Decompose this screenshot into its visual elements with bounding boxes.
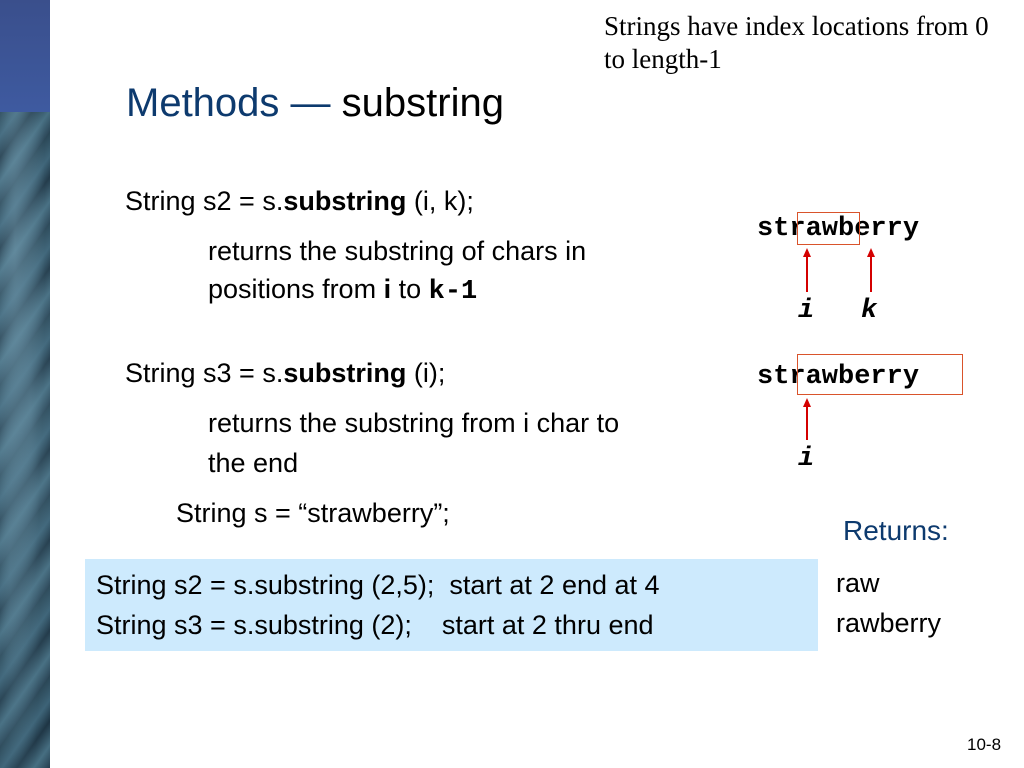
- diagram1-label-k: k: [861, 296, 878, 326]
- method1-desc-line2: [208, 272, 477, 309]
- method2-prefix: String s3 = s.: [125, 358, 284, 388]
- diagram1-post: berry: [838, 214, 920, 244]
- diagram1-label-i: i: [798, 296, 815, 326]
- title-part1: Methods —: [126, 81, 331, 125]
- index-note: Strings have index locations from 0 to length-1: [604, 11, 989, 74]
- decorative-sidebar: [0, 0, 50, 768]
- method1-desc-prefix: positions from: [208, 274, 384, 304]
- title-part2: substring: [341, 81, 504, 125]
- returns-value1: raw: [836, 568, 880, 598]
- diagram2-arrow: [790, 396, 830, 442]
- diagram2-label-i: i: [798, 444, 815, 474]
- method1-prefix: String s2 = s.: [125, 186, 284, 216]
- example-line2: String s3 = s.substring (2); start at 2 thru end: [96, 610, 654, 640]
- returns-heading: Returns:: [843, 515, 949, 546]
- page-number: 10-8: [967, 735, 1002, 754]
- diagram1-pre: st: [757, 214, 790, 244]
- method1-desc-line1: returns the substring of chars in: [208, 236, 587, 266]
- example-line1: String s2 = s.substring (2,5); start at 2 end at 4: [96, 570, 660, 600]
- sidebar-top-band: [0, 0, 50, 112]
- diagram2-highlight-box: [797, 354, 963, 395]
- diagram2-boxed: rawberry: [789, 362, 920, 392]
- method2-desc-line1: returns the substring from i char to: [208, 408, 620, 438]
- diagram1-highlight-box: [797, 212, 860, 245]
- diagram1-arrows: [790, 246, 890, 294]
- diagram2-pre: st: [757, 362, 790, 392]
- arrow-k-head: [867, 248, 875, 257]
- arrow-i-head: [803, 248, 811, 257]
- method2-desc-line2: the end: [208, 448, 299, 478]
- method2-signature: [125, 356, 445, 390]
- string-declaration: String s = “strawberry”;: [176, 498, 450, 528]
- sidebar-texture: [0, 112, 50, 768]
- arrow-i2-head: [803, 398, 811, 407]
- method2-method: substring: [283, 358, 407, 388]
- method1-desc-i: i: [383, 274, 392, 304]
- slide-title: [126, 78, 504, 128]
- diagram1-boxed: raw: [789, 214, 839, 244]
- method1-desc-to: to: [391, 274, 429, 304]
- method1-signature: [125, 184, 474, 218]
- method1-suffix: (i, k);: [406, 186, 474, 216]
- method1-method: substring: [283, 186, 407, 216]
- returns-value2: rawberry: [836, 608, 942, 638]
- method2-suffix: (i);: [406, 358, 446, 388]
- method1-desc-k: k-1: [428, 277, 478, 307]
